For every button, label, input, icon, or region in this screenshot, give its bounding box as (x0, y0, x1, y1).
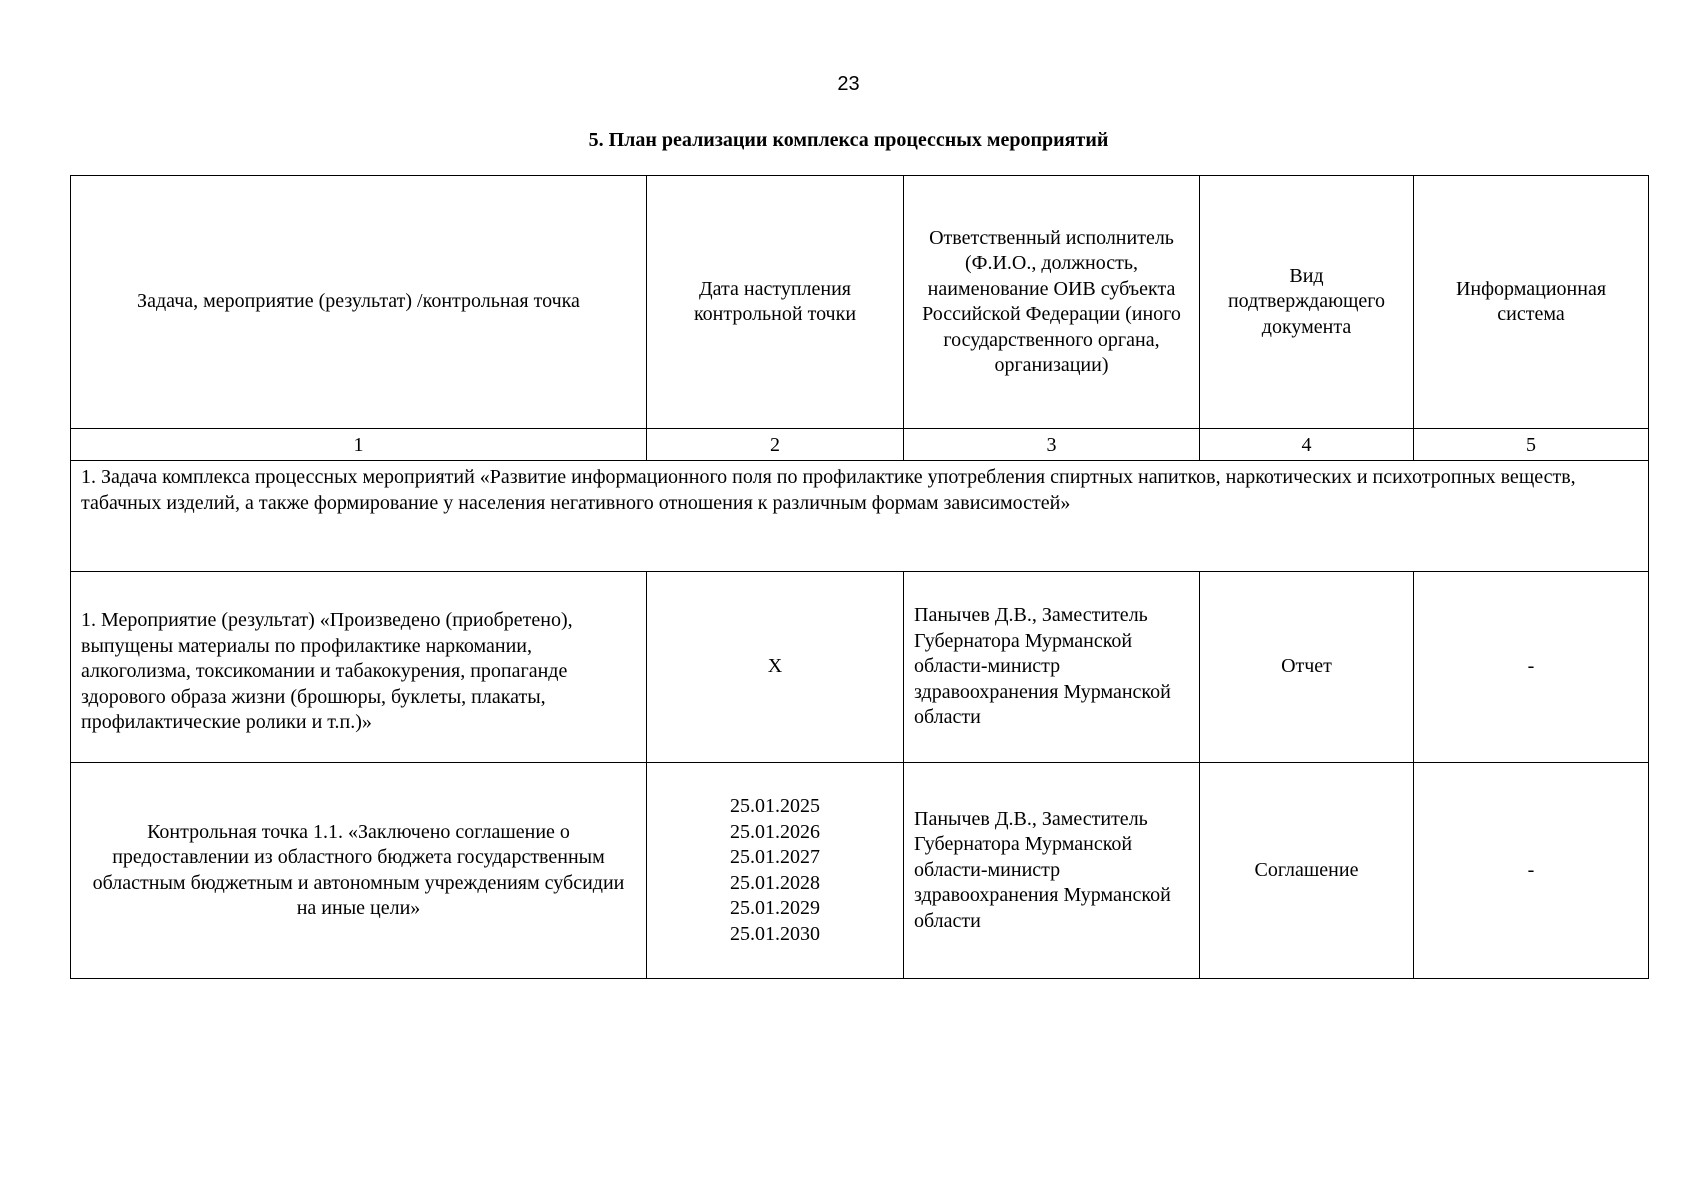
checkpoint-document-type: Соглашение (1200, 763, 1414, 979)
checkpoint-responsible: Панычев Д.В., Заместитель Губернатора Мурманской области-министр здравоохранения Мурманской области (904, 763, 1200, 979)
column-number: 5 (1414, 429, 1649, 461)
checkpoint-title: Контрольная точка 1.1. «Заключено соглашение о предоставлении из областного бюджета государственным областным бюджетным и автономным учреждениям субсидии на иные цели» (71, 763, 647, 979)
column-number: 3 (904, 429, 1200, 461)
checkpoint-dates (647, 763, 904, 979)
event-information-system: - (1414, 572, 1649, 763)
checkpoint-date: 25.01.2026 (730, 820, 820, 843)
header-responsible-executor: Ответственный исполнитель (Ф.И.О., должность, наименование ОИВ субъекта Российской Федерации (иного государственного органа, организации) (904, 176, 1200, 429)
column-number-row (71, 429, 1649, 461)
checkpoint-date: 25.01.2027 (730, 846, 820, 868)
task-row (71, 461, 1649, 572)
header-document-type: Вид подтверждающего документа (1200, 176, 1414, 429)
checkpoint-date: 25.01.2030 (730, 922, 820, 945)
event-row (71, 572, 1649, 763)
column-number: 4 (1200, 429, 1414, 461)
implementation-plan-table (70, 175, 1649, 979)
checkpoint-date: 25.01.2029 (730, 897, 820, 919)
page-number: 23 (837, 73, 860, 95)
event-document-type: Отчет (1200, 572, 1414, 763)
section-title: 5. План реализации комплекса процессных мероприятий (588, 129, 1109, 151)
checkpoint-row (71, 763, 1649, 979)
header-checkpoint-date: Дата наступления контрольной точки (647, 176, 904, 429)
header-task-event-checkpoint: Задача, мероприятие (результат) /контрольная точка (71, 176, 647, 429)
checkpoint-information-system: - (1414, 763, 1649, 979)
checkpoint-date: 25.01.2028 (730, 871, 820, 894)
task-title: 1. Задача комплекса процессных мероприятий «Развитие информационного поля по профилактике употребления спиртных напитков, наркотических и психотропных веществ, табачных изделий, а также формирование у населения негативного отношения к различным формам зависимостей» (71, 461, 1649, 572)
event-title: 1. Мероприятие (результат) «Произведено (приобретено), выпущены материалы по профилактике наркомании, алкоголизма, токсикомании и табакокурения, пропаганде здорового образа жизни (брошюры, буклеты, плакаты, профилактические ролики и т.п.)» (71, 572, 647, 763)
event-responsible: Панычев Д.В., Заместитель Губернатора Мурманской области-министр здравоохранения Мурманской области (904, 572, 1200, 763)
event-date: Х (647, 572, 904, 763)
table-header-row (71, 176, 1649, 429)
column-number: 1 (71, 429, 647, 461)
header-information-system: Информационная система (1414, 176, 1649, 429)
column-number: 2 (647, 429, 904, 461)
checkpoint-date: 25.01.2025 (730, 795, 820, 817)
